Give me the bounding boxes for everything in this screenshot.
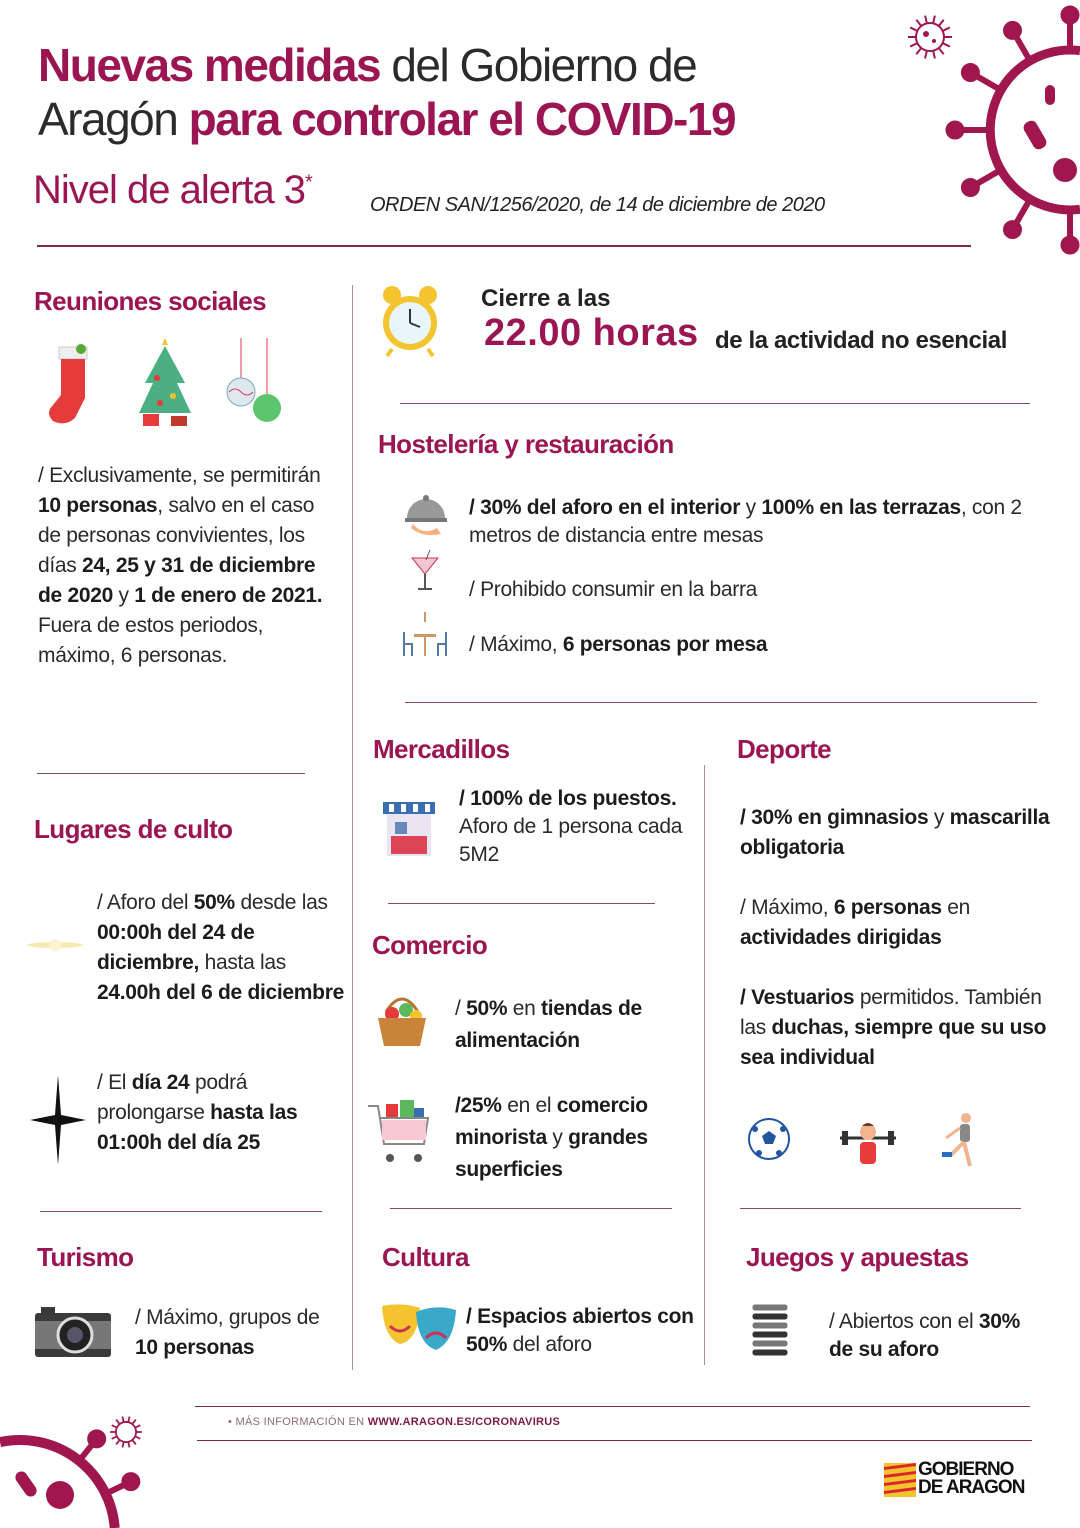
text: / Aforo del [97, 891, 194, 914]
culto-item [97, 1068, 337, 1158]
bold-text: actividades dirigidas [740, 926, 942, 949]
reuniones-description [38, 461, 328, 671]
logo-text-line: GOBIERNO [918, 1459, 1014, 1480]
text: en el [501, 1094, 557, 1117]
section-heading-culto: Lugares de culto [34, 814, 233, 844]
bold-text: 00:00h del 24 de diciembre, [97, 921, 255, 974]
text: / El [97, 1071, 132, 1094]
section-heading-juegos: Juegos y apuestas [746, 1242, 969, 1272]
market-stall-icon [383, 802, 435, 856]
title-line-1 [38, 38, 735, 92]
closing-time: 22.00 horas [484, 312, 699, 354]
text: / Prohibido consumir en la barra [469, 578, 758, 601]
text: hasta las [199, 951, 286, 974]
divider [37, 245, 971, 247]
text: en [507, 997, 542, 1020]
grocery-basket-icon [376, 992, 428, 1046]
mercadillos-description [459, 785, 689, 869]
section-heading-reuniones: Reuniones sociales [34, 286, 266, 316]
text: permitidos. También las [740, 986, 1042, 1039]
hosteleria-item [469, 575, 1029, 605]
section-heading-turismo: Turismo [37, 1242, 134, 1272]
camera-icon [35, 1307, 111, 1357]
bold-text: / 30% en gimnasios [740, 806, 929, 829]
divider [197, 1440, 1032, 1441]
hosteleria-item [469, 494, 1039, 550]
text: en [941, 896, 971, 919]
deporte-item [740, 803, 1060, 863]
section-heading-hosteleria: Hostelería y restauración [378, 429, 674, 459]
divider [405, 702, 1037, 703]
text: del aforo [507, 1333, 592, 1356]
juegos-description [829, 1308, 1039, 1364]
text: Fuera de estos periodos, máximo, 6 personas. [38, 614, 264, 667]
bold-text: 6 personas [833, 896, 942, 919]
aragon-flag-icon [884, 1463, 916, 1497]
text: y [740, 496, 762, 519]
text: , con 2 metros de distancia entre mesas [469, 496, 1022, 547]
text: podrá prolongarse [97, 1071, 248, 1124]
bold-text: 50% [193, 891, 235, 914]
text: y [928, 806, 950, 829]
bold-text: duchas, siempre que su uso sea individual [740, 1016, 1047, 1069]
theater-masks-icon [380, 1302, 458, 1354]
comercio-item [455, 993, 695, 1057]
bold-text: / Espacios abiertos con 50% [466, 1305, 694, 1356]
text: / Máximo, [469, 633, 563, 656]
alert-level-text: Nivel de alerta 3 [33, 168, 306, 212]
bold-text: hasta las 01:00h del día 25 [97, 1101, 298, 1154]
alert-level [33, 168, 312, 213]
bold-text: 1 de enero de 2021. [134, 584, 323, 607]
text: Aragón [38, 93, 189, 145]
footnote-mark: * [305, 171, 312, 194]
order-reference: ORDEN SAN/1256/2020, de 14 de diciembre de 2020 [370, 194, 825, 216]
bold-text: grandes superficies [455, 1126, 648, 1181]
divider [400, 403, 1030, 404]
text: Aforo de 1 persona cada 5M2 [459, 815, 683, 866]
closing-description: de la actividad no esencial [715, 327, 1007, 354]
soccer-ball-icon [747, 1117, 791, 1161]
text: / [455, 997, 467, 1020]
text: , salvo en el caso de personas convivientes, los días [38, 494, 315, 577]
text: / Abiertos con el [829, 1310, 979, 1333]
table-chairs-icon [400, 612, 450, 658]
bold-text: para controlar el COVID-19 [188, 93, 736, 145]
page-title [38, 38, 735, 146]
bold-text: 10 personas [135, 1336, 255, 1359]
bold-text: mascarilla obligatoria [740, 806, 1050, 859]
bold-text: 30% de su aforo [829, 1310, 1020, 1361]
hosteleria-item [469, 630, 1029, 660]
more-info [228, 1416, 560, 1428]
star-icon [30, 1075, 86, 1165]
text: y [546, 1126, 569, 1149]
column-divider [352, 285, 353, 1370]
section-heading-deporte: Deporte [737, 734, 832, 764]
title-line-2 [38, 92, 735, 146]
stocking-icon [45, 343, 100, 428]
shopping-cart-icon [368, 1100, 430, 1164]
ornaments-icon [225, 338, 285, 426]
small-virus-icon [905, 12, 955, 62]
cultura-description [466, 1303, 696, 1359]
more-info-link[interactable]: WWW.ARAGON.ES/CORONAVIRUS [367, 1416, 561, 1428]
section-heading-comercio: Comercio [372, 930, 488, 960]
divider [740, 1208, 1021, 1209]
bold-text: 100% en las terrazas [761, 496, 961, 519]
deporte-item [740, 893, 1060, 953]
text: / Máximo, grupos de [135, 1306, 320, 1329]
bold-text: / 30% del aforo en el interior [469, 496, 741, 519]
bold-text: 6 personas por mesa [562, 633, 768, 656]
bold-text: tiendas de alimentación [455, 997, 642, 1052]
bold-text: comercio minorista [455, 1094, 648, 1149]
divider [390, 1208, 672, 1209]
more-info-label: • MÁS INFORMACIÓN EN [228, 1416, 368, 1428]
section-heading-cultura: Cultura [382, 1242, 469, 1272]
alarm-clock-icon [380, 283, 440, 358]
virus-decoration-icon [940, 0, 1080, 270]
text: y [112, 584, 135, 607]
text: / Exclusivamente, se permitirán [38, 464, 321, 487]
section-heading-mercadillos: Mercadillos [373, 734, 510, 764]
small-virus-icon [108, 1414, 144, 1450]
casino-chips-icon [748, 1302, 792, 1358]
light-glow-icon [25, 925, 85, 965]
divider [37, 773, 305, 774]
text: desde las [234, 891, 328, 914]
logo-text-line: DE ARAGON [918, 1477, 1025, 1498]
bold-text: /25% [455, 1094, 502, 1117]
runner-icon [940, 1112, 980, 1170]
text: / Máximo, [740, 896, 834, 919]
bold-text: / 100% de los puestos. [459, 787, 677, 810]
comercio-item [455, 1090, 695, 1186]
bold-text: 24, 25 y 31 de diciembre de 2020 [38, 554, 316, 607]
bold-text: 10 personas [38, 494, 158, 517]
christmas-tree-icon [135, 338, 195, 428]
deporte-item [740, 983, 1070, 1073]
bold-text: Nuevas medidas [38, 39, 381, 91]
cocktail-icon [410, 550, 440, 592]
weightlifter-icon [838, 1118, 898, 1166]
bold-text: día 24 [131, 1071, 190, 1094]
closing-label: Cierre a las [481, 285, 611, 312]
bold-text: / Vestuarios [740, 986, 855, 1009]
serving-cloche-icon [403, 492, 449, 538]
divider [40, 1211, 322, 1212]
column-divider [704, 765, 705, 1365]
culto-item [97, 888, 347, 1008]
divider [388, 903, 655, 904]
bold-text: 50% [466, 997, 508, 1020]
turismo-description [135, 1303, 335, 1363]
gobierno-aragon-logo [884, 1459, 1034, 1499]
bold-text: 24.00h del 6 de diciembre [97, 981, 344, 1004]
divider [195, 1406, 1030, 1407]
text: del Gobierno de [380, 39, 697, 91]
